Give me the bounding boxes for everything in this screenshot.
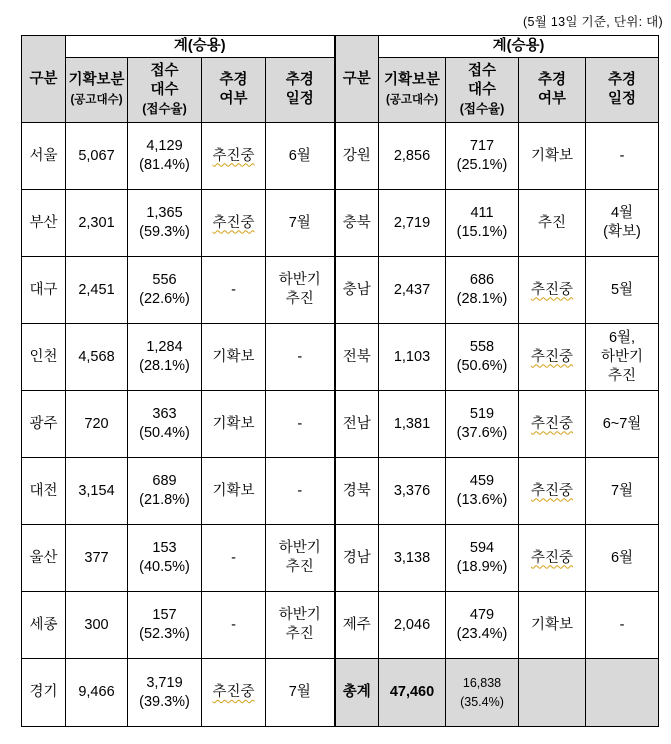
extra-status: 추진중 [530,482,574,499]
region-cell: 인천 [22,324,66,391]
extra-cell [519,190,586,257]
sched-header-line1: 추경 [607,72,636,88]
recv-cell [128,391,202,458]
plan-cell: 377 [66,525,128,592]
extra-cell [202,257,266,324]
sched-line: 6월 [610,549,634,566]
sched-cell [266,324,335,391]
recv-count: 717 [469,138,495,154]
sched-line: 하반기 [278,272,321,288]
extra-status: 추진중 [212,214,255,231]
recv-count: 479 [469,607,495,623]
recv-header-left [128,58,202,123]
recv-rate: (28.1%) [139,358,190,374]
sched-header-right [586,58,659,123]
recv-rate: (39.3%) [139,693,190,710]
sched-cell [586,659,659,727]
plan-cell: 1,381 [379,391,446,458]
extra-cell [519,659,586,727]
recv-count: 363 [152,406,177,422]
plan-cell: 47,460 [379,659,446,727]
sched-cell [586,391,659,458]
recv-rate: (21.8%) [139,492,190,508]
sched-line: 추진 [285,291,314,307]
table-row [22,324,659,391]
extra-status: 기확보 [212,482,255,499]
extra-cell [202,324,266,391]
plan-cell: 2,437 [379,257,446,324]
recv-header-line3: (접수율) [142,101,187,116]
sched-line: - [297,415,303,432]
extra-cell [202,458,266,525]
extra-cell [519,458,586,525]
region-cell: 충남 [335,257,379,324]
recv-rate: (50.6%) [456,358,508,374]
extra-status: 추진중 [212,147,255,164]
extra-status: 기확보 [212,348,255,365]
plan-cell: 2,301 [66,190,128,257]
extra-cell [519,592,586,659]
region-cell: 경기 [22,659,66,727]
sched-cell [266,592,335,659]
recv-rate: (50.4%) [139,425,190,441]
group-header-left: 구분 [22,36,66,123]
region-cell: 대구 [22,257,66,324]
sched-header-line2: 일정 [607,91,636,107]
header-row-top [22,36,659,58]
sched-header-line1: 추경 [285,72,314,88]
sched-line: 4월 [610,205,634,221]
extra-status: 추진중 [530,549,574,566]
recv-header-line1: 접수 [467,62,496,79]
plan-header-left [66,58,128,123]
plan-cell: 3,138 [379,525,446,592]
region-cell: 경북 [335,458,379,525]
table-row [22,391,659,458]
extra-status: - [231,549,236,566]
recv-header-right [446,58,519,123]
extra-cell [519,123,586,190]
region-cell: 세종 [22,592,66,659]
region-cell: 충북 [335,190,379,257]
extra-cell [202,592,266,659]
extra-status: 추진중 [530,348,574,365]
recv-cell [128,659,202,727]
recv-cell [446,659,519,727]
region-cell: 서울 [22,123,66,190]
sched-line: - [297,482,303,499]
recv-cell [128,458,202,525]
plan-cell: 2,856 [379,123,446,190]
sched-line: 6월 [288,147,311,164]
recv-count: 1,365 [146,205,183,221]
sched-line: 7월 [288,214,311,231]
sched-line: 5월 [610,281,634,298]
plan-cell: 720 [66,391,128,458]
recv-count: 3,719 [146,674,183,691]
plan-header-line2: (공고대수) [70,94,123,106]
recv-count: 689 [152,473,177,489]
sched-line: - [619,147,625,164]
table-row [22,257,659,324]
sched-cell [586,525,659,592]
plan-cell: 4,568 [66,324,128,391]
recv-rate: (59.3%) [139,224,190,240]
plan-header-line2: (공고대수) [385,94,439,106]
extra-status: 추진중 [530,281,574,298]
recv-header-line2: 대수 [150,81,179,98]
region-cell: 전북 [335,324,379,391]
extra-status: 추진중 [212,684,255,700]
table-row [22,458,659,525]
recv-header-line1: 접수 [150,62,179,79]
recv-count: 1,284 [146,339,183,355]
sched-header-line2: 일정 [285,91,314,107]
plan-cell: 2,719 [379,190,446,257]
extra-cell [519,257,586,324]
sched-cell [586,190,659,257]
region-cell: 경남 [335,525,379,592]
extra-cell [202,659,266,727]
sched-cell [266,391,335,458]
sched-line: 하반기 [278,540,321,556]
region-cell: 광주 [22,391,66,458]
sched-cell [266,525,335,592]
extra-cell [519,525,586,592]
sched-line: - [619,616,625,633]
recv-cell [128,123,202,190]
recv-count: 459 [469,473,495,489]
recv-count: 153 [152,540,177,556]
sched-cell [586,123,659,190]
sched-line: (확보) [603,224,641,240]
region-cell: 강원 [335,123,379,190]
recv-cell [446,458,519,525]
table-row [22,190,659,257]
extra-status: 기확보 [530,147,574,164]
recv-rate: (28.1%) [456,291,508,307]
recv-rate: (18.9%) [456,559,508,575]
recv-cell [128,257,202,324]
extra-status: 기확보 [212,415,255,432]
recv-cell [446,324,519,391]
recv-cell [446,592,519,659]
sched-cell [586,324,659,391]
table-row [22,592,659,659]
sched-cell [266,659,335,727]
sched-line: - [297,348,303,365]
plan-cell: 3,154 [66,458,128,525]
recv-rate: (81.4%) [139,157,190,173]
extra-status: 추진 [537,214,566,231]
recv-count: 519 [469,406,495,422]
recv-cell [446,257,519,324]
recv-cell [128,525,202,592]
recv-count: 411 [470,205,494,221]
plan-header-line1: 기확보분 [383,72,441,88]
recv-count: 556 [152,272,177,288]
plan-header-right [379,58,446,123]
recv-rate: (13.6%) [456,492,508,508]
extra-cell [519,324,586,391]
sched-line: 하반기 [600,348,644,365]
recv-cell [446,525,519,592]
sched-cell [266,257,335,324]
extra-header-line1: 추경 [219,72,248,88]
extra-header-line1: 추경 [537,72,566,88]
recv-rate: (23.4%) [456,626,508,642]
sched-line: 7월 [610,482,634,499]
region-cell: 부산 [22,190,66,257]
sched-line: 6월, [608,329,636,346]
total-header-right: 계(승용) [379,36,659,58]
recv-rate: (15.1%) [456,224,508,240]
extra-status: - [231,616,236,633]
sched-cell [266,190,335,257]
sched-cell [266,123,335,190]
recv-count: 157 [152,607,177,623]
sched-cell [586,257,659,324]
recv-count: 558 [469,339,495,355]
plan-cell: 5,067 [66,123,128,190]
plan-cell: 3,376 [379,458,446,525]
sched-line: 6~7월 [602,415,642,432]
region-cell: 제주 [335,592,379,659]
plan-cell: 1,103 [379,324,446,391]
recv-cell [446,391,519,458]
unit-note: (5월 13일 기준, 단위: 대) [523,15,663,29]
extra-status: 추진중 [530,415,574,432]
region-cell: 전남 [335,391,379,458]
sched-line: 7월 [288,684,311,700]
recv-count: 4,129 [146,138,183,154]
sched-cell [266,458,335,525]
recv-cell [446,190,519,257]
extra-cell [202,391,266,458]
recv-rate: (35.4%) [460,694,504,709]
extra-cell [202,190,266,257]
extra-header-right [519,58,586,123]
recv-header-line3: (접수율) [459,101,505,116]
total-header-left: 계(승용) [66,36,335,58]
extra-header-line2: 여부 [219,91,248,107]
extra-status: - [231,281,236,298]
plan-cell: 2,046 [379,592,446,659]
table-row [22,659,659,727]
sched-line: 추진 [285,626,314,642]
recv-header-line2: 대수 [467,81,496,98]
extra-cell [202,123,266,190]
table-row [22,123,659,190]
recv-rate: (52.3%) [139,626,190,642]
region-cell: 울산 [22,525,66,592]
recv-rate: (22.6%) [139,291,190,307]
plan-cell: 2,451 [66,257,128,324]
recv-count: 16,838 [462,675,502,690]
sched-line: 추진 [285,559,314,575]
sched-header-left [266,58,335,123]
recv-count: 594 [469,540,495,556]
region-cell: 총계 [335,659,379,727]
extra-header-line2: 여부 [537,91,566,107]
plan-cell: 9,466 [66,659,128,727]
sched-cell [586,592,659,659]
recv-rate: (25.1%) [456,157,508,173]
sched-cell [586,458,659,525]
plan-cell: 300 [66,592,128,659]
recv-rate: (37.6%) [456,425,508,441]
recv-cell [128,324,202,391]
recv-cell [128,592,202,659]
sched-line: 하반기 [278,607,321,623]
extra-header-left [202,58,266,123]
extra-cell [202,525,266,592]
region-cell: 대전 [22,458,66,525]
recv-cell [128,190,202,257]
table-row [22,525,659,592]
group-header-right: 구분 [335,36,379,123]
recv-cell [446,123,519,190]
plan-header-line1: 기확보분 [68,72,125,88]
recv-count: 686 [469,272,495,288]
extra-status: 기확보 [530,616,574,633]
sched-line: 추진 [607,367,636,384]
recv-rate: (40.5%) [139,559,190,575]
extra-cell [519,391,586,458]
ev-subsidy-table [21,35,659,727]
